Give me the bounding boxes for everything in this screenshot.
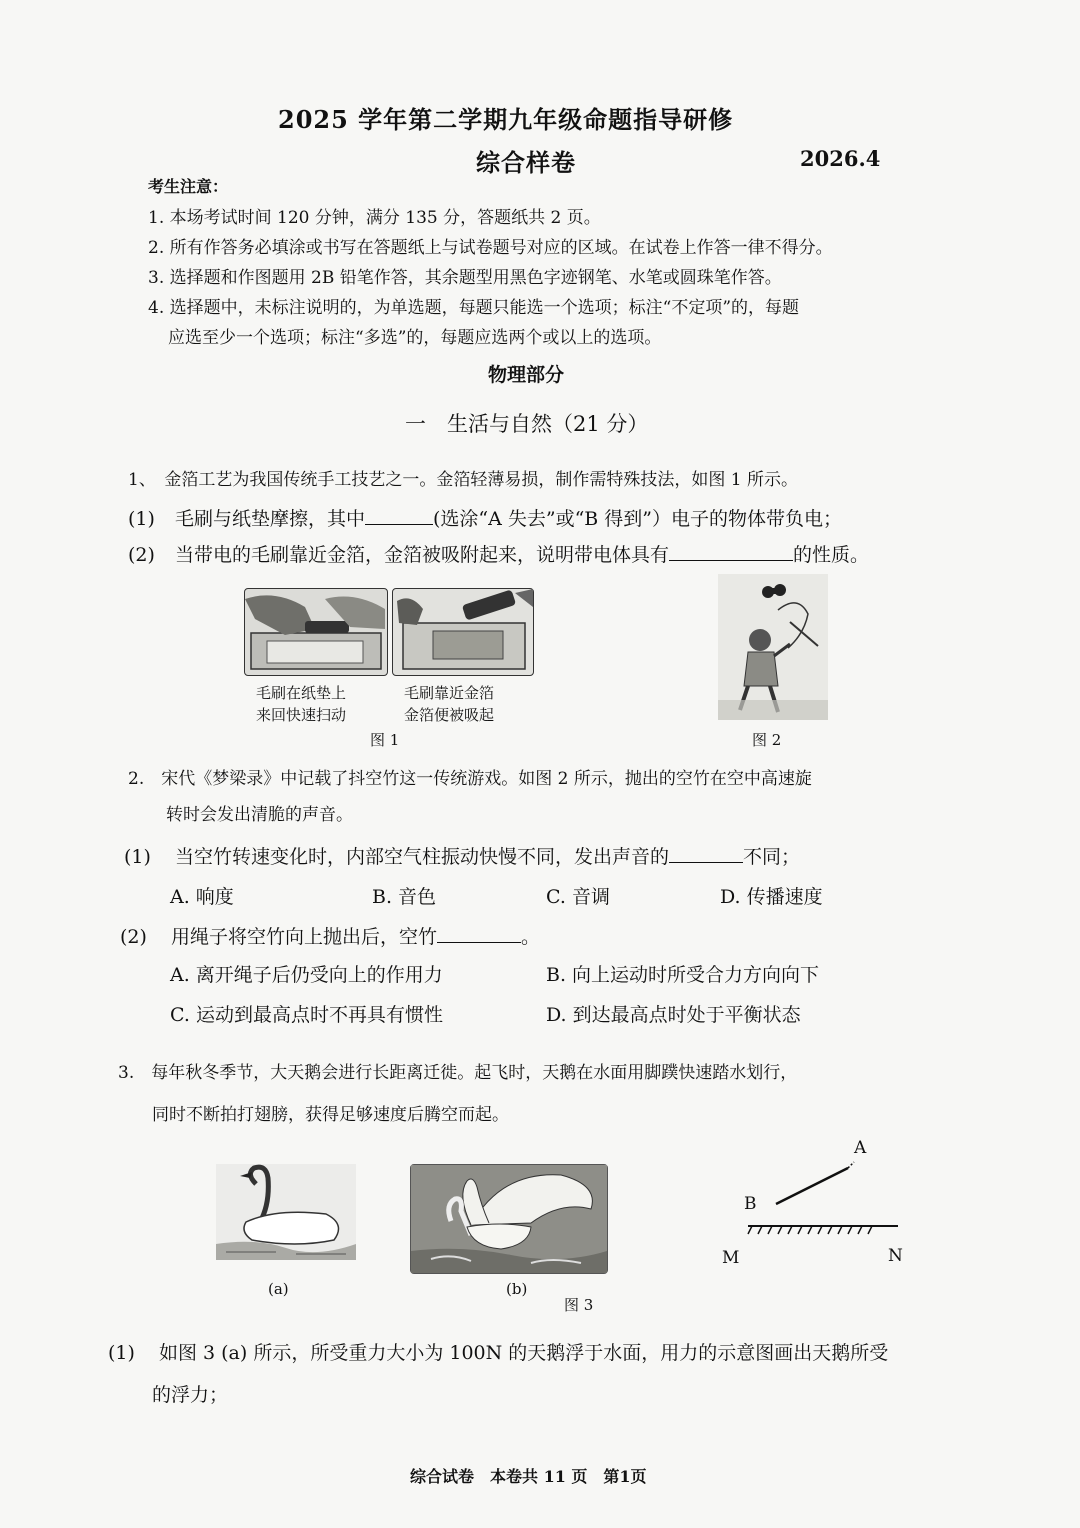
fig3-swan-floating xyxy=(216,1164,356,1260)
q2-sub1 xyxy=(124,842,800,869)
q1-sub1-blank[interactable] xyxy=(365,506,433,525)
fig1-caption-left-1: 毛刷在纸垫上 xyxy=(256,684,347,702)
q2-sub1-blank[interactable] xyxy=(669,844,743,863)
exam-title: 2025 学年第二学期九年级命题指导研修 xyxy=(278,105,734,134)
fig3-swan-takeoff xyxy=(410,1164,608,1274)
q1-sub2-number: (2) xyxy=(128,544,155,566)
notice-heading: 考生注意： xyxy=(148,177,229,196)
q2-sub1-option-c[interactable]: C. 音调 xyxy=(546,886,610,908)
notice-item-3: 3. 选择题和作图题用 2B 铅笔作答，其余题型用黑色字迹钢笔、水笔或圆珠笔作答。 xyxy=(148,268,782,288)
exam-subtitle: 综合样卷 xyxy=(476,148,576,177)
section-title: 一 生活与自然（21 分） xyxy=(405,412,649,436)
fig3-point-a: A xyxy=(854,1138,867,1158)
q2-sub2-option-b[interactable]: B. 向上运动时所受合力方向向下 xyxy=(546,964,820,986)
part-title: 物理部分 xyxy=(488,364,565,386)
fig1-photo-brushing xyxy=(244,588,388,676)
fig3-caption-b: (b) xyxy=(506,1280,528,1298)
q2-sub2-option-d[interactable]: D. 到达最高点时处于平衡状态 xyxy=(546,1004,801,1026)
q1-sub2-text-b: 的性质。 xyxy=(792,544,869,566)
fig3-force-diagram xyxy=(718,1132,918,1272)
fig3-label: 图 3 xyxy=(564,1296,594,1314)
q3-sub1 xyxy=(108,1338,888,1365)
q3-sub1-line1: 如图 3 (a) 所示，所受重力大小为 100N 的天鹅浮于水面，用力的示意图画出天鹅所受 xyxy=(158,1342,889,1364)
fig1-caption-right-1: 毛刷靠近金箔 xyxy=(404,684,495,702)
q1-sub2-text-a: 当带电的毛刷靠近金箔，金箔被吸附起来，说明带电体具有 xyxy=(174,544,669,566)
q2-sub2-option-c[interactable]: C. 运动到最高点时不再具有惯性 xyxy=(170,1004,443,1026)
q3-sub1-line2: 的浮力； xyxy=(152,1384,229,1406)
q2-sub2-text-b: 。 xyxy=(520,926,540,948)
q2-stem-2: 转时会发出清脆的声音。 xyxy=(166,805,353,825)
q2-stem-1: 2. 宋代《梦梁录》中记载了抖空竹这一传统游戏。如图 2 所示，抛出的空竹在空中高速旋 xyxy=(128,769,812,789)
fig3-point-n: N xyxy=(888,1246,903,1266)
q1-sub2 xyxy=(128,540,869,567)
q2-sub1-text-a: 当空竹转速变化时，内部空气柱振动快慢不同，发出声音的 xyxy=(174,846,669,868)
exam-date: 2026.4 xyxy=(800,146,881,171)
q2-sub1-option-d[interactable]: D. 传播速度 xyxy=(720,886,823,908)
q1-stem: 1、 金箔工艺为我国传统手工技艺之一。金箔轻薄易损，制作需特殊技法，如图 1 所示。 xyxy=(128,470,798,490)
fig1-caption-right-2: 金箔便被吸起 xyxy=(404,706,495,724)
q1-sub1-number: (1) xyxy=(128,508,155,530)
q2-sub2-text-a: 用绳子将空竹向上抛出后，空竹 xyxy=(170,926,437,948)
notice-item-4-cont: 应选至少一个选项；标注“多选”的，每题应选两个或以上的选项。 xyxy=(168,328,662,348)
q3-stem-1: 3. 每年秋冬季节，大天鹅会进行长距离迁徙。起飞时，天鹅在水面用脚蹼快速踏水划行， xyxy=(118,1063,798,1083)
q2-sub2-option-a[interactable]: A. 离开绳子后仍受向上的作用力 xyxy=(170,964,443,986)
q1-sub1 xyxy=(128,504,842,531)
notice-item-2: 2. 所有作答务必填涂或书写在答题纸上与试卷题号对应的区域。在试卷上作答一律不得分。 xyxy=(148,238,833,258)
fig3-caption-a: (a) xyxy=(268,1280,289,1298)
q2-sub1-number: (1) xyxy=(124,846,151,868)
q2-sub1-option-b[interactable]: B. 音色 xyxy=(372,886,437,908)
fig2-diabolo-illustration xyxy=(718,574,828,720)
q2-sub2 xyxy=(120,922,540,949)
q2-sub1-text-b: 不同； xyxy=(742,846,800,868)
fig2-label: 图 2 xyxy=(752,731,782,749)
notice-item-1: 1. 本场考试时间 120 分钟，满分 135 分，答题纸共 2 页。 xyxy=(148,208,601,228)
fig1-caption-left-2: 来回快速扫动 xyxy=(256,706,347,724)
q2-sub2-blank[interactable] xyxy=(437,924,521,943)
notice-item-4: 4. 选择题中，未标注说明的，为单选题，每题只能选一个选项；标注“不定项”的，每题 xyxy=(148,298,800,318)
page-footer: 综合试卷 本卷共 11 页 第1页 xyxy=(410,1467,647,1486)
fig3-point-m: M xyxy=(722,1248,740,1268)
q3-sub1-number: (1) xyxy=(108,1342,135,1364)
fig3-point-b: B xyxy=(744,1194,757,1214)
fig1-label: 图 1 xyxy=(370,731,400,749)
q1-sub2-blank[interactable] xyxy=(669,542,793,561)
q2-sub2-number: (2) xyxy=(120,926,147,948)
q1-sub1-text-a: 毛刷与纸垫摩擦，其中 xyxy=(174,508,365,530)
q1-sub1-text-b: (选涂“A 失去”或“B 得到”）电子的物体带负电； xyxy=(432,508,843,530)
fig1-photo-lifting xyxy=(392,588,534,676)
q3-stem-2: 同时不断拍打翅膀，获得足够速度后腾空而起。 xyxy=(152,1105,509,1125)
q2-sub1-option-a[interactable]: A. 响度 xyxy=(170,886,234,908)
